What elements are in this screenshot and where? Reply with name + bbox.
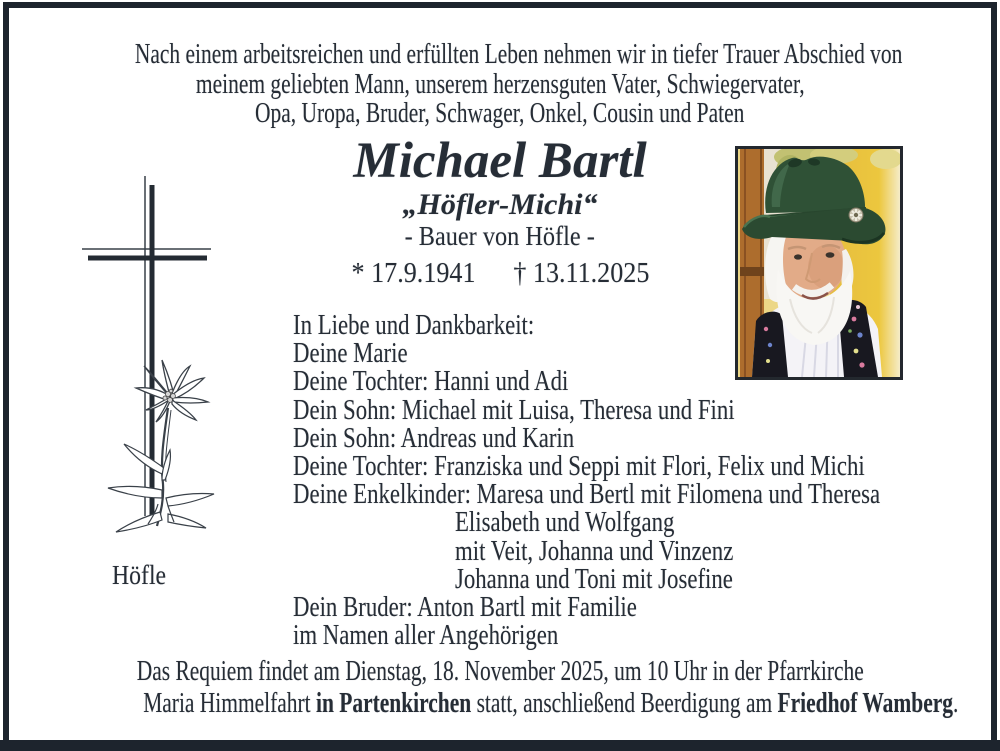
edelweiss-icon (108, 360, 214, 532)
footer-text: . (952, 686, 959, 719)
family-line: Deine Marie (293, 338, 408, 370)
deceased-name: Michael Bartl (353, 132, 647, 189)
cross-icon (78, 168, 218, 548)
footer-bold-cemetery: Friedhof Wamberg (777, 686, 953, 719)
farm-name-caption: Höfle (112, 560, 167, 590)
footer-text: Maria Himmelfahrt (143, 686, 317, 719)
funeral-info (0, 656, 1000, 719)
family-line: Deine Enkelkinder: Maresa und Bertl mit Filomena und Theresa (293, 479, 881, 511)
family-line: mit Veit, Johanna und Vinzenz (455, 535, 734, 567)
footer-bold-location: in Partenkirchen (316, 686, 472, 719)
cross-illustration (78, 168, 218, 548)
intro-line: Opa, Uropa, Bruder, Schwager, Onkel, Cousin und Paten (255, 97, 745, 129)
family-line: im Namen aller Angehörigen (293, 620, 559, 652)
frame-border-bottom (0, 740, 1000, 751)
family-line: Elisabeth und Wolfgang (455, 507, 675, 539)
death-date: † 13.11.2025 (512, 256, 649, 289)
family-list (293, 312, 1000, 650)
family-line: Deine Tochter: Hanni und Adi (293, 366, 569, 398)
birth-date: * 17.9.1941 (351, 256, 476, 289)
intro-line: meinem geliebten Mann, unserem herzensguten Vater, Schwiegervater, (195, 67, 805, 100)
funeral-info-line: Das Requiem findet am Dienstag, 18. November 2025, um 10 Uhr in der Pfarrkirche (136, 655, 864, 687)
family-line: Deine Tochter: Franziska und Seppi mit Flori, Felix und Michi (293, 451, 865, 483)
family-line: Dein Bruder: Anton Bartl mit Familie (293, 592, 637, 624)
family-line: Dein Sohn: Michael mit Luisa, Theresa und Fini (293, 394, 735, 426)
intro-line: Nach einem arbeitsreichen und erfüllten Leben nehmen wir in tiefer Trauer Abschied von (134, 38, 903, 70)
deceased-title: - Bauer von Höfle - (404, 220, 596, 251)
family-line: Johanna und Toni mit Josefine (455, 563, 733, 595)
family-line: Dein Sohn: Andreas und Karin (293, 422, 575, 454)
frame-border-top (3, 2, 997, 8)
deceased-nickname: „Höfler-Michi“ (402, 187, 598, 221)
footer-text: statt, anschließend Beerdigung am (471, 686, 778, 719)
family-line: In Liebe und Dankbarkeit: (293, 310, 535, 341)
hat-badge (849, 208, 863, 222)
funeral-info-line (0, 688, 1000, 720)
